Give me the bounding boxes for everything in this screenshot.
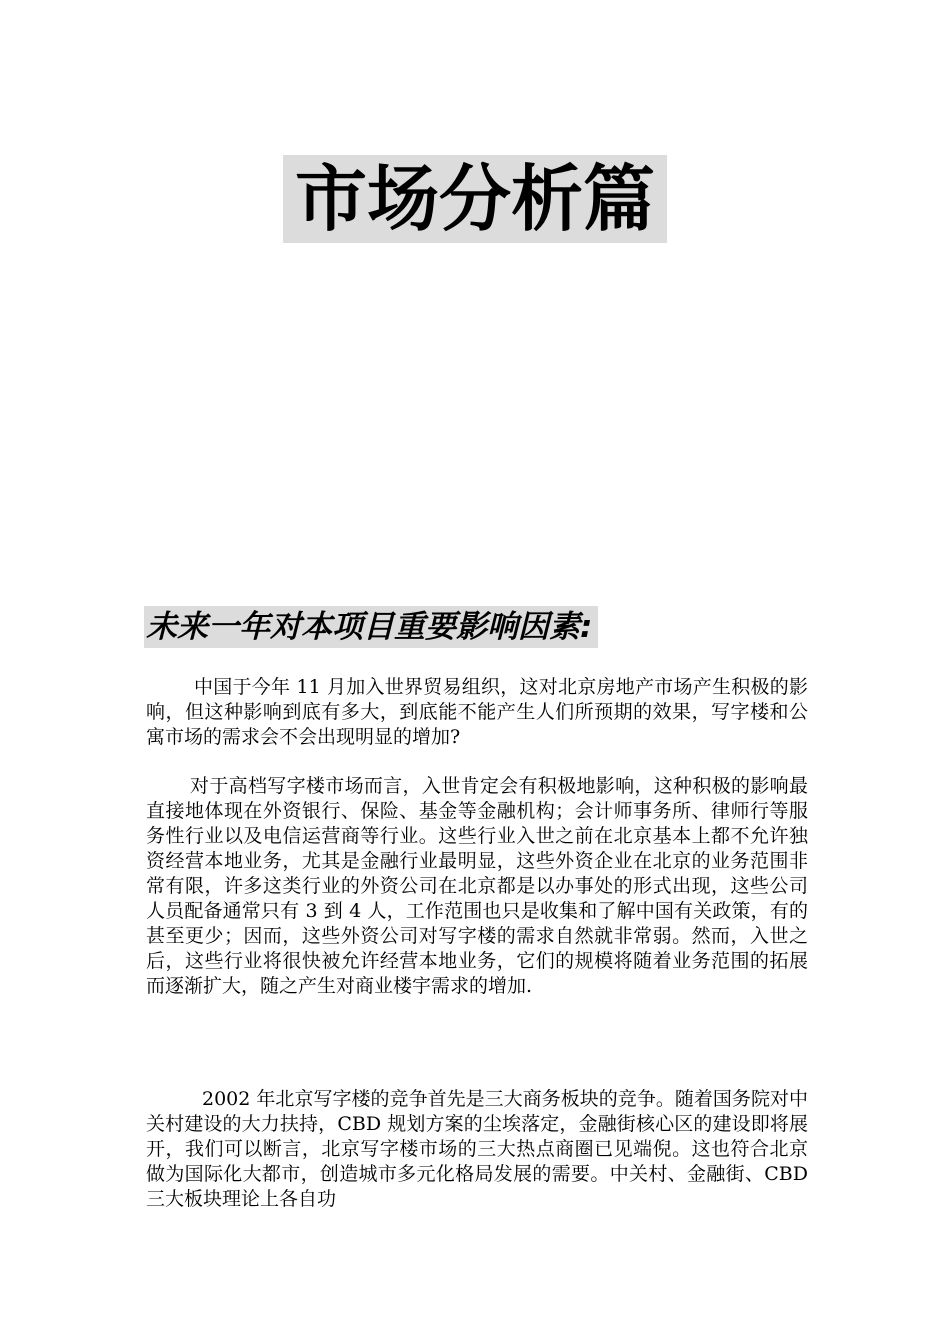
paragraph-wto-impact: 中国于今年 11 月加入世界贸易组织，这对北京房地产市场产生积极的影响，但这种影响到底有多大，到底能不能产生人们所预期的效果，写字楼和公寓市场的需求会不会出现明显的增加? (146, 676, 808, 748)
page-title: 市场分析篇 (283, 155, 667, 243)
paragraph-office-market: 对于高档写字楼市场而言，入世肯定会有积极地影响，这种积极的影响最直接地体现在外资银行、保险、基金等金融机构；会计师事务所、律师行等服务性行业以及电信运营商等行业。这些行业入世之前在北京基本上都不允许独资经营本地业务，尤其是金融行业最明显，这些外资企业在北京的业务范围非常有限，许多这类行业的外资公司在北京都是以办事处的形式出现，这些公司人员配备通常只有 3 到 4 人，工作范围也只是收集和了解中国有关政策，有的甚至更少；因而，这些外资公司对写字楼的需求自然就非常弱。然而，入世之后，这些行业将很快被允许经营本地业务，它们的规模将随着业务范围的拓展而逐渐扩大，随之产生对商业楼宇需求的增加. (146, 775, 808, 997)
paragraph-business-districts: 2002 年北京写字楼的竞争首先是三大商务板块的竞争。随着国务院对中关村建设的大力扶持，CBD 规划方案的尘埃落定，金融街核心区的建设即将展开，我们可以断言，北京写字楼市场的三大热点商圈已见端倪。这也符合北京做为国际化大都市，创造城市多元化格局发展的需要。中关村、金融街、CBD 三大板块理论上各自功 (146, 1088, 808, 1210)
section-heading: 未来一年对本项目重要影响因素: (144, 606, 598, 648)
